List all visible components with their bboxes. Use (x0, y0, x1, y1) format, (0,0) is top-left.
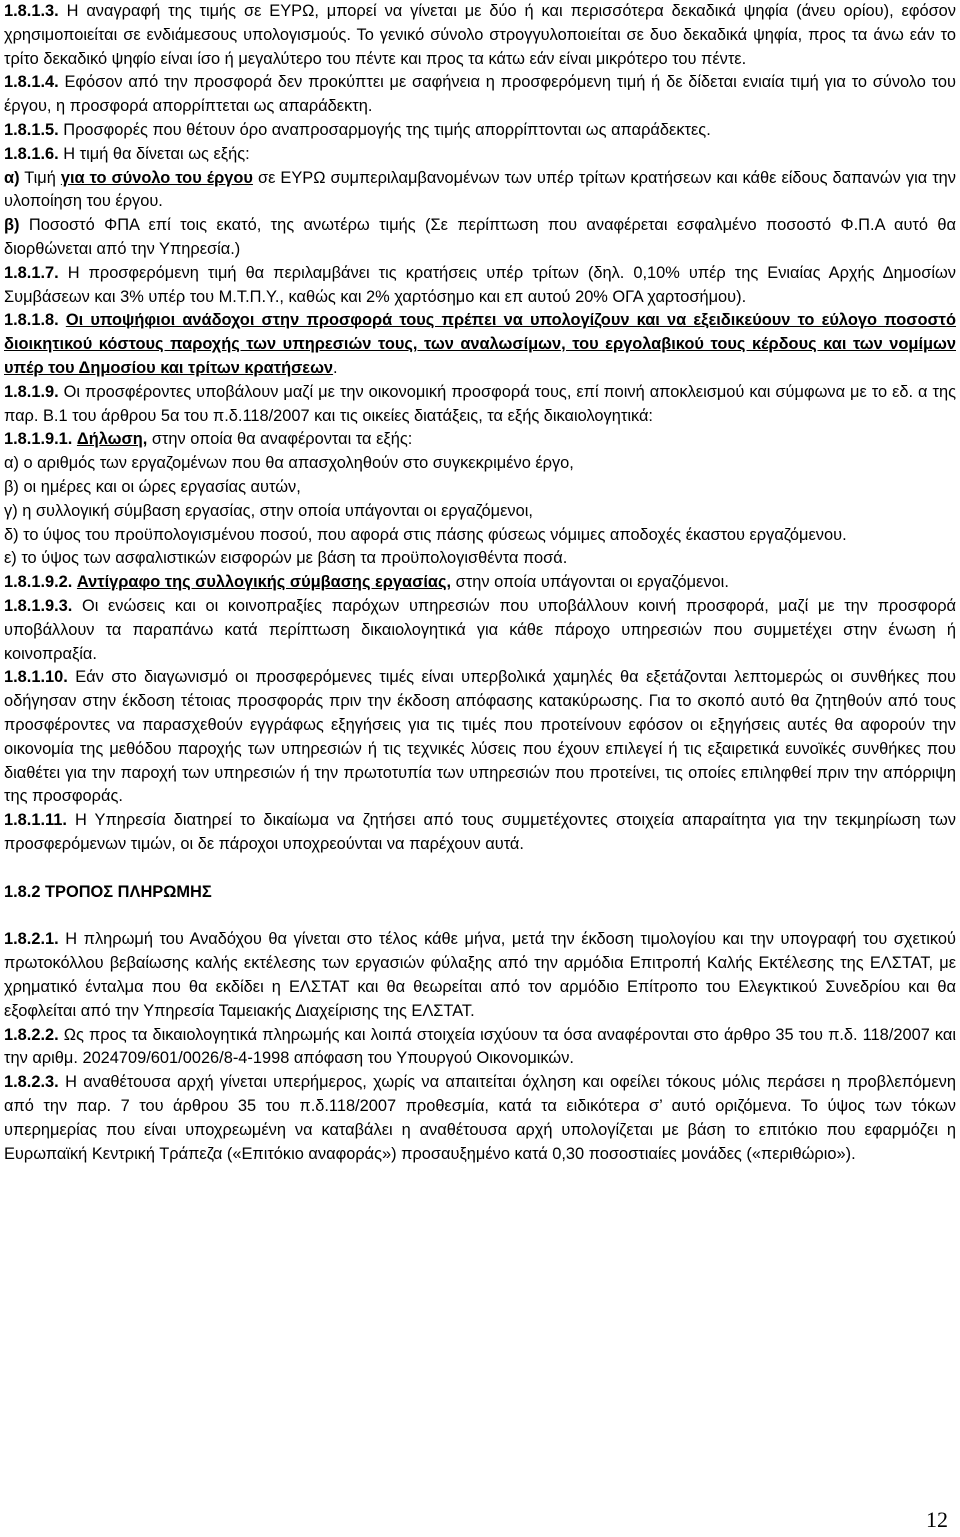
item-text: Τιμή (19, 168, 61, 187)
section-number: 1.8.1.4. (4, 73, 59, 92)
emphasis-text: Αντίγραφο της συλλογικής σύμβασης εργασίας, (76, 573, 452, 592)
section-number: 1.8.2.2. (4, 1025, 59, 1044)
paragraph-1-8-1-9 (4, 381, 956, 429)
item-label: β) (4, 216, 20, 235)
section-number: 1.8.2.1. (4, 930, 59, 949)
paragraph-text: στην οποία υπάγονται οι εργαζόμενοι. (451, 573, 729, 592)
paragraph-1-8-1-10 (4, 666, 956, 809)
item-text: Ποσοστό ΦΠΑ επί τοις εκατό, της ανωτέρω τιμής (Σε περίπτωση που αναφέρεται εσφαλμένο ποσοστό Φ.Π.Α αυτό θα διορθώνεται από την Υπηρεσία.) (4, 216, 956, 258)
emphasis-text: για το σύνολο του έργου (60, 168, 253, 187)
paragraph-1-8-1-9-1 (4, 428, 956, 452)
emphasis-text: Δήλωση, (76, 430, 148, 449)
paragraph-1-8-2-2 (4, 1024, 956, 1072)
spacer (4, 904, 956, 928)
paragraph-1-8-1-7 (4, 262, 956, 310)
section-number: 1.8.2.3. (4, 1073, 59, 1092)
spacer (4, 857, 956, 881)
item-label: α) (4, 168, 20, 187)
section-number: 1.8.1.7. (4, 263, 59, 282)
paragraph-1-8-1-11 (4, 809, 956, 857)
paragraph-text: Η πληρωμή του Αναδόχου θα γίνεται στο τέλος κάθε μήνα, μετά την έκδοση τιμολογίου και την υπογραφή του σχετικού πρωτοκόλλου βεβαίωσης καλής εκτέλεσης των εργασιών φύλαξης από την αρμόδια Επιτροπή Καλής Εκτέλεσης της ΕΛΣΤΑΤ, με χρηματικό ένταλμα που θα εκδίδει η ΕΛΣΤΑΤ και θα θεωρείται από τον αρμόδιο Επίτροπο του Ελεγκτικού Συνεδρίου και θα εξοφλείται από την Υπηρεσία Ταμειακής Διαχείρισης της ΕΛΣΤΑΤ. (4, 930, 956, 1020)
paragraph-1-8-2-1 (4, 928, 956, 1023)
document-page (4, 0, 956, 1537)
list-item: δ) το ύψος του προϋπολογισμένου ποσού, που αφορά στις πάσης φύσεως νόμιμες αποδοχές έκαστου εργαζόμενου. (4, 525, 847, 544)
section-number: 1.8.1.9.1. (4, 430, 73, 449)
paragraph-1-8-1-9-3 (4, 595, 956, 666)
paragraph-text: Η αναθέτουσα αρχή γίνεται υπερήμερος, χωρίς να απαιτείται όχληση και οφείλει τόκους μόλις περάσει η προβλεπόμενη από την παρ. 7 του άρθρου 35 του π.δ.118/2007 προθεσμία, κατά τα ειδικότερα σ’ αυτό οριζόμενα. Το ύψος των τόκων υπερημερίας που είναι υποχρεωμένη να καταβάλει η αναθέτουσα αρχή υπολογίζεται με βάση το επιτόκιο που εφαρμόζει η Ευρωπαϊκή Κεντρική Τράπεζα («Επιτόκιο αναφοράς») προσαυξημένο κατά 0,30 ποσοστιαίες μονάδες («περιθώριο»). (4, 1073, 956, 1163)
paragraph-1-8-1-3 (4, 0, 956, 71)
section-number: 1.8.1.9.2. (4, 573, 73, 592)
paragraph-text: Προσφορές που θέτουν όρο αναπροσαρμογής της τιμής απορρίπτονται ως απαράδεκτες. (58, 120, 711, 139)
paragraph-text: Εφόσον από την προσφορά δεν προκύπτει με σαφήνεια η προσφερόμενη τιμή ή δε δίδεται ενιαία τιμή για το σύνολο του έργου, η προσφορά απορρίπτεται ως απαράδεκτη. (4, 73, 956, 116)
paragraph-text: Εάν στο διαγωνισμό οι προσφερόμενες τιμές είναι υπερβολικά χαμηλές θα εξετάζονται λεπτομερώς οι συνθήκες που οδήγησαν στην έκδοση τέτοιας προσφοράς πριν την έκδοση απόφασης κατακύρωσης. Για το σκοπό αυτό θα ζητηθούν από τους προσφέροντες να παρασχεθούν εγγράφως εξηγήσεις για τις τιμές που προτείνουν εφόσον οι εξηγήσεις αυτές θα αφορούν την οικονομία της μεθόδου παροχής των υπηρεσιών ή τις τεχνικές λύσεις που έχουν επιλεγεί ή τις εξαιρετικά ευνοϊκές συνθήκες που διαθέτει για την παροχή των υπηρεσιών ή την πρωτοτυπία των υπηρεσιών που προτείνει, τις οποίες επιληφθεί πριν την απόρριψη της προσφοράς. (4, 668, 956, 806)
section-number: 1.8.1.3. (4, 2, 59, 20)
paragraph-text: Η αναγραφή της τιμής σε ΕΥΡΩ, μπορεί να γίνεται με δύο ή και περισσότερα δεκαδικά ψηφία (άνευ ορίου), εφόσον χρησιμοποιείται σε ενδιάμεσους υπολογισμούς. Το γενικό σύνολο στρογγυλοποιείται σε δυο δεκαδικά ψηφία, προς τα άνω εάν το τρίτο δεκαδικό ψηφίο είναι ίσο ή μεγαλύτερο του πέντε και προς τα κάτω εάν είναι μικρότερο του πέντε. (4, 2, 956, 68)
paragraph-1-8-1-9-2 (4, 571, 956, 595)
section-heading: 1.8.2 ΤΡΟΠΟΣ ΠΛΗΡΩΜΗΣ (4, 882, 212, 901)
paragraph-text: Οι ενώσεις και οι κοινοπραξίες παρόχων υπηρεσιών που υποβάλλουν κοινή προσφορά, μαζί με την προσφορά υποβάλλουν τα παραπάνω κατά περίπτωση δικαιολογητικά για κάθε πάροχο υπηρεσιών που συμμετέχει στην ένωση ή κοινοπραξία. (4, 596, 956, 663)
paragraph-text: Οι προσφέροντες υποβάλουν μαζί με την οικονομική προσφορά τους, επί ποινή αποκλεισμού και σύμφωνα με το εδ. α της παρ. Β.1 του άρθρου 5α του π.δ.118/2007 και τις οικείες διατάξεις, τα εξής δικαιολογητικά: (4, 382, 956, 425)
section-number: 1.8.1.11. (4, 811, 67, 830)
section-number: 1.8.1.9. (4, 382, 59, 401)
section-number: 1.8.1.9.3. (4, 596, 73, 615)
paragraph-text: . (333, 358, 338, 377)
section-number: 1.8.1.6. (4, 144, 59, 163)
paragraph-text: Η τιμή θα δίνεται ως εξής: (58, 144, 250, 163)
paragraph-1-8-2-3 (4, 1071, 956, 1166)
section-number: 1.8.1.10. (4, 668, 68, 687)
paragraph-1-8-1-6 (4, 143, 956, 167)
section-number: 1.8.1.5. (4, 120, 59, 139)
paragraph-text: Η Υπηρεσία διατηρεί το δικαίωμα να ζητήσει από τους συμμετέχοντες στοιχεία απαραίτητα για την τεκμηρίωση των προσφερόμενων τιμών, οι δε πάροχοι υποχρεούνται να παρέχουν αυτά. (4, 811, 956, 853)
list-item: γ) η συλλογική σύμβαση εργασίας, στην οποία υπάγονται οι εργαζόμενοι, (4, 501, 533, 520)
paragraph-1-8-1-4 (4, 71, 956, 119)
emphasis-text: Οι υποψήφιοι ανάδοχοι στην προσφορά τους πρέπει να υπολογίζουν και να εξειδικεύουν το εύλογο ποσοστό διοικητικού κόστους παροχής των υπηρεσιών τους, των αναλωσίμων, του εργολαβικού τους κέρδους και των νομίμων υπέρ του Δημοσίου και τρίτων κρατήσεων (4, 311, 957, 377)
list-item: ε) το ύψος των ασφαλιστικών εισφορών με βάση τα προϋπολογισθέντα ποσά. (4, 549, 568, 568)
list-item: α) ο αριθμός των εργαζομένων που θα απασχοληθούν στο συγκεκριμένο έργο, (4, 454, 574, 473)
paragraph-1-8-1-8 (4, 309, 956, 380)
page-number: 12 (926, 1507, 948, 1532)
paragraph-text: στην οποία θα αναφέρονται τα εξής: (147, 430, 413, 449)
item-text: σε ΕΥΡΩ συμπεριλαμβανομένων των υπέρ τρίτων κρατήσεων και κάθε είδους δαπανών για την υλοποίηση του έργου. (4, 168, 956, 211)
paragraph-text: Ως προς τα δικαιολογητικά πληρωμής και λοιπά στοιχεία ισχύουν τα όσα αναφέρονται στο άρθρο 35 του π.δ. 118/2007 και την αριθμ. 2024709/601/0026/8-4-1998 απόφαση του Υπουργού Οικονομικών. (4, 1025, 956, 1068)
paragraph-1-8-1-6-a (4, 167, 956, 215)
section-number: 1.8.1.8. (4, 311, 59, 330)
paragraph-1-8-1-6-b (4, 214, 956, 262)
paragraph-1-8-1-5 (4, 119, 956, 143)
paragraph-text: Η προσφερόμενη τιμή θα περιλαμβάνει τις κρατήσεις υπέρ τρίτων (δηλ. 0,10% υπέρ της Ενιαίας Αρχής Δημοσίων Συμβάσεων και 3% υπέρ του Μ.Τ.Π.Υ., καθώς και 2% χαρτόσημο και επ αυτού 20% ΟΓΑ χαρτοσήμου). (4, 263, 956, 306)
list-item: β) οι ημέρες και οι ώρες εργασίας αυτών, (4, 477, 301, 496)
